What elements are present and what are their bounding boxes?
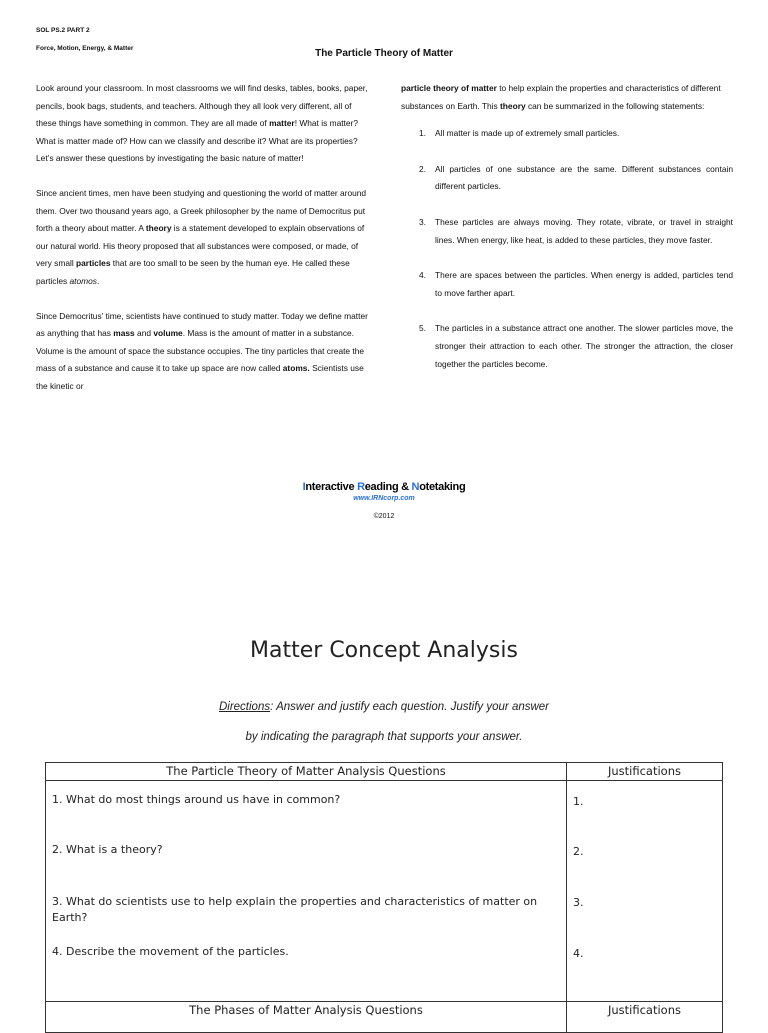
- table2-header-row: [46, 1002, 723, 1033]
- question-1: 1. What do most things around us have in common?: [52, 793, 341, 806]
- question-2: 2. What is a theory?: [52, 843, 163, 856]
- table-row: [46, 781, 723, 1002]
- left-column: [36, 80, 372, 413]
- paragraph-1: Look around your classroom. In most classrooms we will find desks, tables, books, paper, pencils, book bags, students, and teachers. Although they all look very different, all of these things have something in common. They are all made of matter! What is matter? What is matter made of? How can we classify and describe it? What are its properties? Let’s answer these questions by investigating the basic nature of matter!: [36, 83, 368, 164]
- logo-wordmark: Interactive Reading & Notetaking: [302, 481, 466, 493]
- analysis-table: [45, 762, 723, 1033]
- justification-3: 3.: [573, 896, 584, 909]
- statement-item: 1. All matter is made up of extremely small particles.: [419, 128, 620, 139]
- copyright: ©2012: [373, 513, 395, 520]
- statement-item: 4. There are spaces between the particles. When energy is added, particles tend to move farther apart.: [419, 270, 733, 298]
- justifications-header: Justifications: [567, 763, 723, 781]
- phases-questions-header: The Phases of Matter Analysis Questions: [46, 1002, 567, 1033]
- statement-item: 2. All particles of one substance are the same. Different substances contain different particles.: [419, 163, 733, 192]
- statement-list: [401, 125, 733, 373]
- justification-2: 2.: [573, 845, 584, 858]
- statement-item: 3. These particles are always moving. They rotate, vibrate, or travel in straight lines. When energy, like heat, is added to these particles, they move faster.: [419, 216, 733, 245]
- directions: Directions: Answer and justify each question. Justify your answer by indicating the paragraph that supports your answer.: [218, 701, 550, 743]
- justification-4: 4.: [573, 947, 584, 960]
- questions-cell: [46, 781, 567, 1002]
- logo-url[interactable]: www.IRNcorp.com: [353, 495, 415, 502]
- question-4: 4. Describe the movement of the particles.: [52, 945, 289, 958]
- phases-justifications-header: Justifications: [567, 1002, 723, 1033]
- table-header-row: [46, 763, 723, 781]
- right-column: [401, 80, 733, 391]
- justification-1: 1.: [573, 795, 584, 808]
- question-3: 3. What do scientists use to help explain the properties and characteristics of matter on Earth?: [52, 895, 538, 924]
- irn-logo: [0, 481, 768, 520]
- paragraph-intro: particle theory of matter to help explain the properties and characteristics of different substances on Earth. This theory can be summarized in the following statements:: [401, 83, 721, 111]
- topic-label: Force, Motion, Energy, & Matter: [36, 45, 134, 52]
- sol-code: SOL PS.2 PART 2: [36, 27, 90, 34]
- directions-label: Directions: [218, 701, 271, 713]
- paragraph-3: Since Democritus’ time, scientists have continued to study matter. Today we define matter as anything that has mass and volume. Mass is the amount of matter in a substance. Volume is the amount of space the substance occupies. The tiny particles that create the mass of a substance and cause it to take up space are now called atoms. Scientists use the kinetic or: [36, 310, 368, 391]
- document-title: The Particle Theory of Matter: [315, 48, 453, 59]
- section-title: Matter Concept Analysis: [250, 638, 518, 663]
- paragraph-2: Since ancient times, men have been studying and questioning the world of matter around them. Over two thousand years ago, a Greek philosopher by the name of Democritus put forth a theory about matter. A theory is a statement developed to explain observations of our natural world. His theory proposed that all substances were composed, or made, of very small particles that are too small to be seen by the human eye. He called these particles atomos.: [36, 187, 367, 286]
- questions-header: The Particle Theory of Matter Analysis Questions: [46, 763, 567, 781]
- justifications-cell[interactable]: [567, 781, 723, 1002]
- statement-item: 5. The particles in a substance attract one another. The slower particles move, the stronger their attraction to each other. The stronger the attraction, the closer together the particles become.: [419, 323, 733, 369]
